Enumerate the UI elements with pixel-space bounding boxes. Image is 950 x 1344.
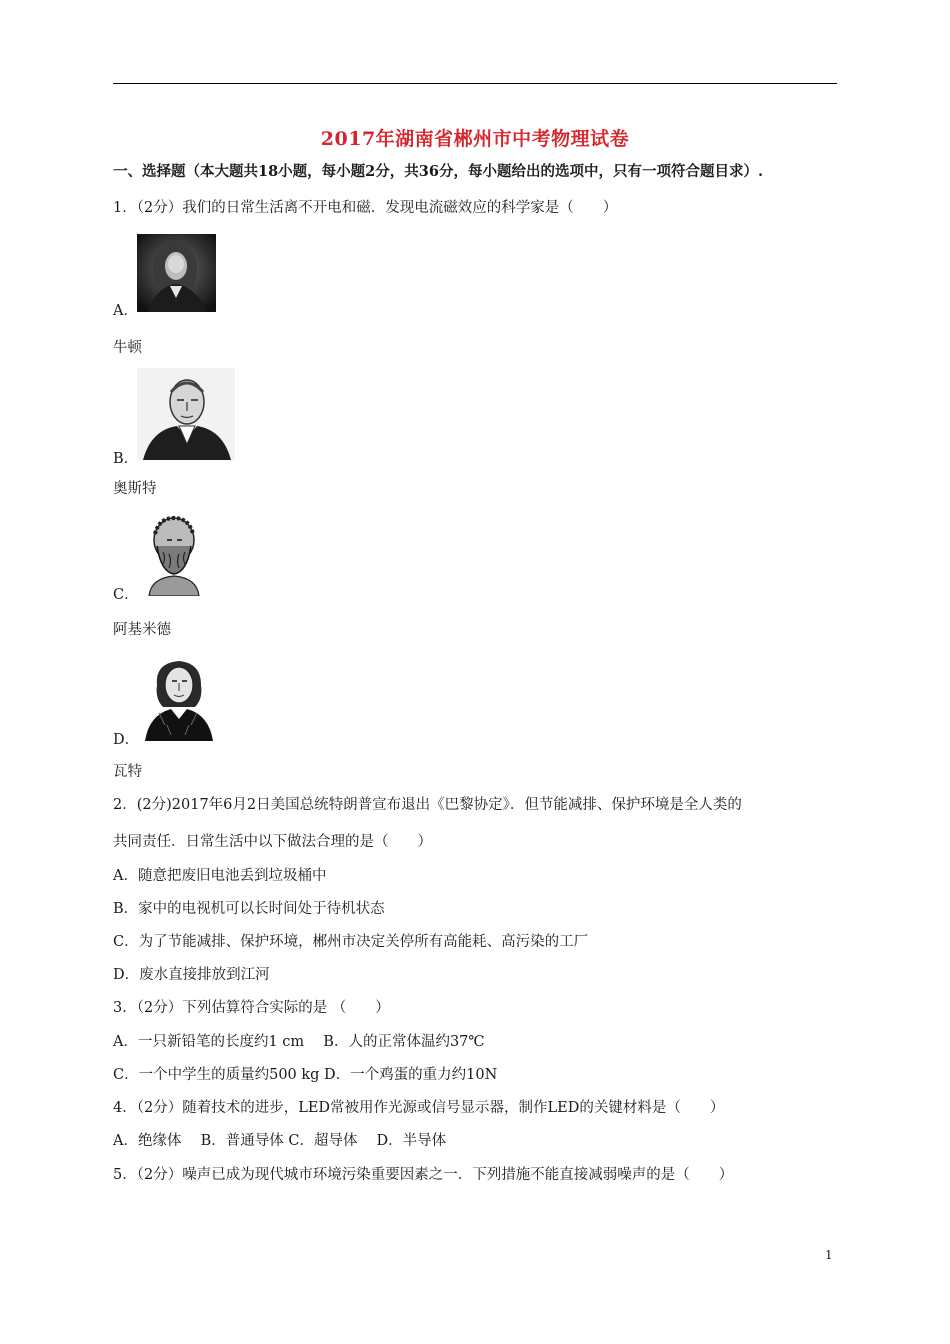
q1-option-c-letter: C． — [113, 587, 139, 603]
q2-option-d: D．废水直接排放到江河 — [113, 967, 270, 983]
document-title: 2017年湖南省郴州市中考物理试卷 — [320, 128, 630, 150]
q4-options: A．绝缘体 B．普通导体 C．超导体 D．半导体 — [113, 1133, 447, 1149]
watt-portrait — [137, 655, 219, 741]
q3-options-ab: A．一只新铅笔的长度约1 cm B．人的正常体温约37℃ — [113, 1034, 485, 1050]
q1-option-d-name: 瓦特 — [113, 764, 142, 780]
q2-option-c: C．为了节能减排、保护环境，郴州市决定关停所有高能耗、高污染的工厂 — [113, 934, 589, 950]
q2-option-b: B．家中的电视机可以长时间处于待机状态 — [113, 901, 385, 917]
oersted-portrait — [137, 368, 235, 460]
q1-option-a-letter: A． — [113, 303, 138, 319]
q1-option-a-name: 牛顿 — [113, 340, 142, 356]
newton-portrait — [137, 234, 216, 312]
archimedes-bust — [137, 512, 211, 596]
q1-option-d-letter: D． — [113, 732, 140, 748]
section-heading: 一、选择题（本大题共18小题，每小题2分，共36分，每小题给出的选项中，只有一项符合题目求）. — [113, 163, 763, 180]
q1-option-c-name: 阿基米德 — [113, 622, 171, 638]
q1-stem: 1．（2分）我们的日常生活离不开电和磁．发现电流磁效应的科学家是（ ） — [113, 200, 618, 216]
q2-stem-line1: 2．(2分)2017年6月2日美国总统特朗普宣布退出《巴黎协定》．但节能减排、保护环境是全人类的 — [113, 797, 742, 813]
q3-stem: 3．（2分）下列估算符合实际的是 （ ） — [113, 1000, 390, 1016]
page-number: 1 — [825, 1248, 833, 1262]
header-rule — [113, 83, 837, 84]
q1-option-b-name: 奥斯特 — [113, 481, 157, 497]
q2-option-a: A．随意把废旧电池丢到垃圾桶中 — [113, 868, 327, 884]
q3-options-cd: C．一个中学生的质量约500 kg D．一个鸡蛋的重力约10N — [113, 1067, 498, 1083]
q5-stem: 5．（2分）噪声已成为现代城市环境污染重要因素之一．下列措施不能直接减弱噪声的是（ ） — [113, 1167, 734, 1183]
q2-stem-line2: 共同责任．日常生活中以下做法合理的是（ ） — [113, 834, 432, 850]
q1-option-b-letter: B． — [113, 451, 139, 467]
q4-stem: 4．（2分）随着技术的进步，LED常被用作光源或信号显示器，制作LED的关键材料是（ ） — [113, 1100, 725, 1116]
